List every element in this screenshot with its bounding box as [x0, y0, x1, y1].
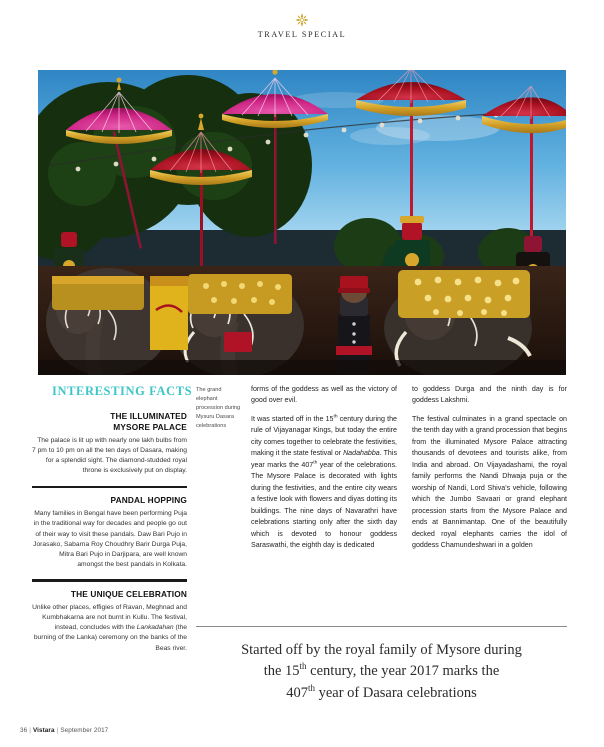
fact-item-unique-celebration	[32, 579, 187, 653]
section-divider	[32, 486, 187, 489]
fact-heading: THE UNIQUE CELEBRATION	[70, 588, 187, 599]
interesting-facts-sidebar	[32, 384, 193, 663]
page-footer	[20, 727, 108, 734]
footer-separator: |	[29, 727, 31, 734]
issue-date: September 2017	[60, 727, 109, 734]
paragraph: to goddess Durga and the ninth day is for goddess Lakshmi.	[412, 385, 567, 405]
article-column-middle	[251, 384, 397, 552]
page-number: 36	[20, 727, 28, 734]
interesting-facts-title: INTERESTING FACTS	[52, 384, 193, 398]
ceremonial-banner	[150, 276, 188, 350]
fact-item-illuminated-mysore-palace	[32, 411, 187, 477]
fact-heading: THE ILLUMINATED MYSORE PALACE	[110, 411, 187, 432]
hero-photo-illustration	[38, 70, 566, 375]
hero-photo	[38, 70, 566, 375]
paragraph: The festival culminates in a grand spectacle on the tenth day with a grand procession that begins from the illuminated Mysore Palace attracting thousands of devotees and tourists alike, from India and abroad. On Vijayadashami, the royal family performs the Nandi Dhwaja puja or the worship of Nandi, Lord Shiva's vehicle, following which the Jumbo Savaari or grand elephant procession starts from the Mysore Palace and ends at Bannimantap. One of the beautifully decked royal elephants carries the idol of goddess Chamundeshwari in a golden	[412, 414, 567, 550]
hero-photo-caption: The grand elephant procession during Mysuru Dasara celebrations	[196, 387, 241, 430]
pullquote-section	[196, 626, 567, 704]
footer-separator: |	[56, 727, 59, 734]
section-divider	[32, 579, 187, 582]
masthead	[0, 0, 604, 70]
fact-body: Unlike other places, effigies of Ravan, Meghnad and Kumbhakarna are not burnt in Kullu. The festival, instead, concludes with the Lankadahan (the burning of the Lanka) ceremony on the banks of the Beas river.	[32, 603, 187, 652]
travel-special-kicker: TRAVEL SPECIAL	[257, 30, 347, 39]
magazine-brand: Vistara	[32, 727, 55, 734]
fact-body: Many families in Bengal have been performing Puja in the traditional way for decades and people go out of their way to visit these pandals. Daw Bari Pujo in Jorasako, Sabarna Roy Choudhry Barir Durga Puja, Mitra Bari Pujo in Darjipara, are well known amongst the best pandals in Kolkata.	[33, 510, 187, 569]
eight-point-star-ornament-icon	[295, 13, 309, 27]
elephant-right-jewelled	[384, 270, 532, 375]
paragraph: It was started off in the 15th century during the rule of Vijayanagar Kings, but today the entire city comes together to celebrate the festivities, making it the state festival or Nadahabba. This year marks the 407th year of the celebrations. The Mysore Palace is decorated with lights during the festivities, and the entire city wears a festive look with flowers and diyas dotting its buildings. The nine days of Navarathri have celebrations starting only after the sixth day which is devoted to honour goddess Saraswathi, the eighth day is dedicated	[251, 414, 397, 550]
fact-heading: PANDAL HOPPING	[110, 495, 187, 506]
paragraph: forms of the goddess as well as the victory of good over evil.	[251, 385, 397, 405]
article-column-right	[412, 384, 567, 552]
fact-item-pandal-hopping	[32, 486, 187, 571]
fact-body: The palace is lit up with nearly one lakh bulbs from 7 pm to 10 pm on all the ten days of Dasara, making for a splendid sight. The diamond-studded royal throne is exclusively put on display.	[32, 436, 188, 475]
elephant-center	[172, 274, 304, 375]
pullquote-text: Started off by the royal family of Mysore during the 15th century, the year 2017 marks the 407th year of Dasara celebrations	[241, 642, 522, 701]
pullquote-divider	[196, 626, 567, 627]
